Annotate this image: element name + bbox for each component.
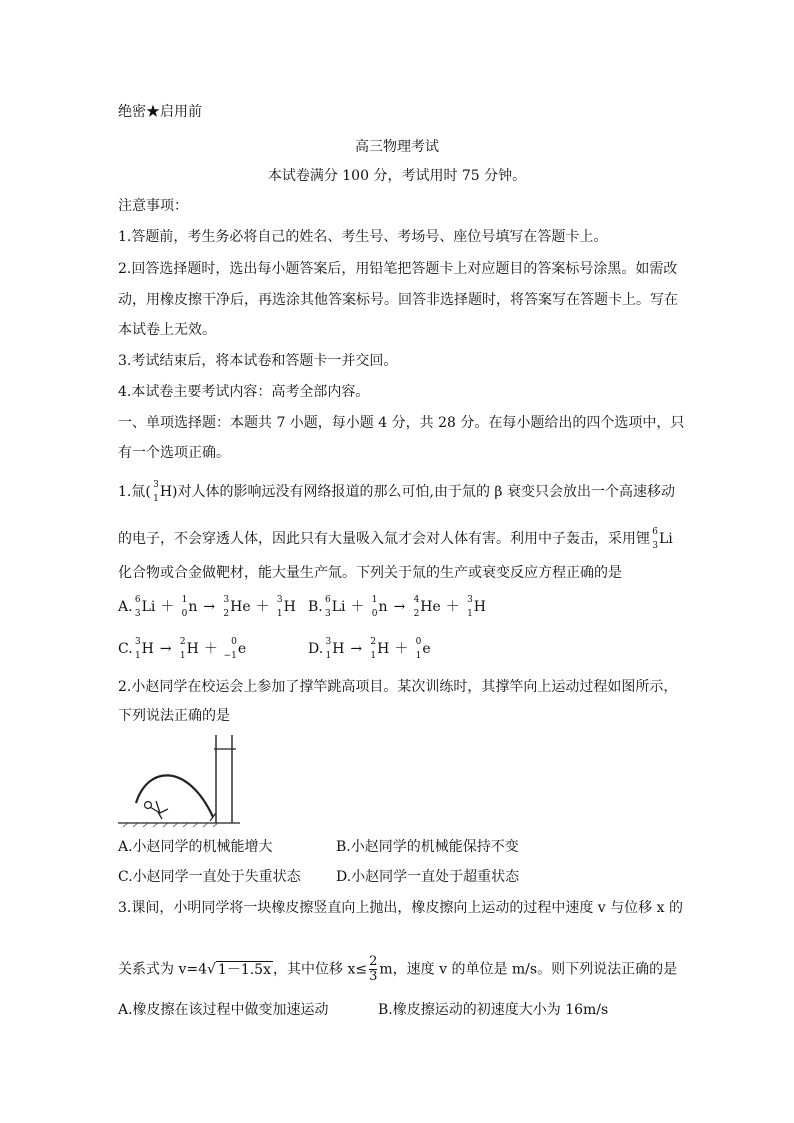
q3-option-b: B.橡皮擦运动的初速度大小为 16m/s	[378, 1002, 609, 1018]
q1-option-b: B. 6 3 Li ＋ 1 0 n → 4 2 He ＋ 3 1 H	[308, 595, 487, 619]
section-1-line-2: 有一个选项正确。	[118, 445, 230, 461]
fraction-two-thirds: $\frac{2}{3}$	[369, 954, 378, 984]
q1-post: H)对人体的影响远没有网络报道的那么可怕,由于氚的 β 衰变只会放出一个高速移动	[159, 484, 675, 500]
q1-option-d: D. 3 1 H → 2 1 H ＋ 0 1 e	[308, 637, 431, 661]
q1-line-3: 化合物或合金做靶材，能大量生产氚。下列关于氚的生产或衰变反应方程正确的是	[118, 565, 622, 581]
q2-option-c: C.小赵同学一直处于失重状态	[118, 869, 301, 885]
note-2-line-1: 2.回答选择题时，选出每小题答案后，用铅笔把答题卡上对应题目的答案标号涂黑。如需改	[118, 261, 678, 277]
note-1: 1.答题前，考生务必将自己的姓名、考生号、考场号、座位号填写在答题卡上。	[118, 229, 608, 245]
confidential-mark: 绝密★启用前	[118, 104, 202, 120]
q2-line-2: 下列说法正确的是	[118, 708, 230, 724]
q2-option-d: D.小赵同学一直处于超重状态	[336, 869, 520, 885]
q1-option-a: A. 6 3 Li ＋ 1 0 n → 3 2 He ＋ 3 1 H	[118, 595, 296, 619]
exam-subtitle: 本试卷满分 100 分，考试用时 75 分钟。	[267, 168, 527, 184]
exam-title: 高三物理考试	[355, 139, 439, 155]
q1-line-1	[118, 479, 675, 505]
q3-option-a: A.橡皮擦在该过程中做变加速运动	[118, 1002, 329, 1018]
pole-vault-figure	[118, 735, 248, 830]
section-1-line-1: 一、单项选择题：本题共 7 小题，每小题 4 分，共 28 分。在每小题给出的四个选项中，只	[118, 415, 685, 431]
lithium-iso: 6 3	[652, 527, 658, 551]
q3-line-2: 关系式为 v=4√ 1－1.5x ，其中位移 x≤ $\frac{2}{3}$ m，速度 v 的单位是 m/s。则下列说法正确的是	[118, 954, 678, 984]
q2-option-a: A.小赵同学的机械能增大	[118, 839, 273, 855]
note-2-line-2: 动，用橡皮擦干净后，再选涂其他答案标号。回答非选择题时，将答案写在答题卡上。写在	[118, 292, 678, 308]
sqrt-expression: 1－1.5x	[217, 961, 271, 978]
q2-option-b: B.小赵同学的机械能保持不变	[336, 839, 519, 855]
q3-line-1: 3.课间，小明同学将一块橡皮擦竖直向上抛出，橡皮擦向上运动的过程中速度 v 与位移 x 的	[118, 900, 683, 916]
q1-option-c: C. 3 1 H → 2 1 H ＋ 0 −1 e	[118, 637, 247, 661]
note-4: 4.本试卷主要考试内容：高考全部内容。	[118, 384, 370, 400]
note-3: 3.考试结束后，将本试卷和答题卡一并交回。	[118, 353, 398, 369]
tritium-iso: 3 1	[153, 480, 159, 504]
q1-pre: 1.氚(	[118, 484, 151, 500]
notes-heading: 注意事项：	[118, 198, 188, 214]
q1-line-2: 的电子，不会穿透人体，因此只有大量吸入氚才会对人体有害。利用中子轰击，采用锂 6 3 Li	[118, 527, 673, 551]
note-2-line-3: 本试卷上无效。	[118, 322, 216, 338]
q2-line-1: 2.小赵同学在校运会上参加了撑竿跳高项目。某次训练时，其撑竿向上运动过程如图所示，	[118, 679, 678, 695]
